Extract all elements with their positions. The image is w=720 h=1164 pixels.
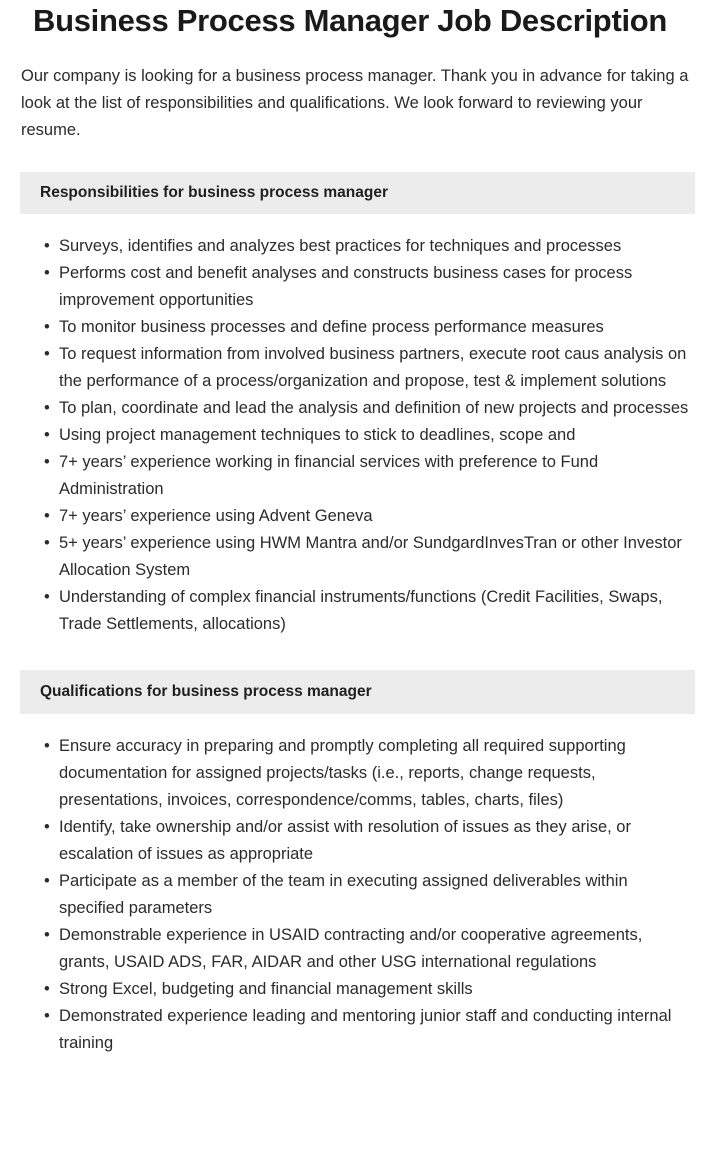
- list-item: • 5+ years’ experience using HWM Mantra and/or SundgardInvesTran or other Investor Allocation System: [0, 530, 690, 584]
- list-item: • 7+ years’ experience using Advent Geneva: [0, 503, 690, 530]
- qualifications-list: [0, 733, 690, 1057]
- list-item: • Participate as a member of the team in executing assigned deliverables within specified parameters: [0, 868, 690, 922]
- list-item: • Using project management techniques to stick to deadlines, scope and: [0, 422, 690, 449]
- intro-paragraph: Our company is looking for a business process manager. Thank you in advance for taking a look at the list of responsibilities and qualifications. We look forward to reviewing your resume.: [21, 67, 689, 139]
- page-title: Business Process Manager Job Description: [33, 3, 668, 38]
- list-item: • To plan, coordinate and lead the analysis and definition of new projects and processes: [0, 395, 690, 422]
- list-item: • Surveys, identifies and analyzes best practices for techniques and processes: [0, 233, 690, 260]
- list-item: • Ensure accuracy in preparing and promptly completing all required supporting documentation for assigned projects/tasks (i.e., reports, change requests, presentations, invoices, correspondence/comms, tables, charts, files): [0, 733, 690, 814]
- list-item: • Demonstrated experience leading and mentoring junior staff and conducting internal training: [0, 1003, 690, 1057]
- list-item: • 7+ years’ experience working in financial services with preference to Fund Administration: [0, 449, 690, 503]
- list-item: • Identify, take ownership and/or assist with resolution of issues as they arise, or escalation of issues as appropriate: [0, 814, 690, 868]
- section-qualifications: [0, 670, 720, 1057]
- section-header-responsibilities: Responsibilities for business process manager: [20, 172, 695, 214]
- list-item: • To request information from involved business partners, execute root caus analysis on the performance of a process/organization and propose, test & implement solutions: [0, 341, 690, 395]
- section-responsibilities: [0, 172, 720, 638]
- section-body-responsibilities: [0, 214, 720, 638]
- list-item: • Demonstrable experience in USAID contracting and/or cooperative agreements, grants, USAID ADS, FAR, AIDAR and other USG international regulations: [0, 922, 690, 976]
- section-header-qualifications: Qualifications for business process manager: [20, 670, 695, 714]
- responsibilities-list: [0, 233, 690, 638]
- list-item: • Understanding of complex financial instruments/functions (Credit Facilities, Swaps, Trade Settlements, allocations): [0, 584, 690, 638]
- list-item: • To monitor business processes and define process performance measures: [0, 314, 690, 341]
- list-item: • Performs cost and benefit analyses and constructs business cases for process improvement opportunities: [0, 260, 690, 314]
- list-item: • Strong Excel, budgeting and financial management skills: [0, 976, 690, 1003]
- section-body-qualifications: [0, 714, 720, 1057]
